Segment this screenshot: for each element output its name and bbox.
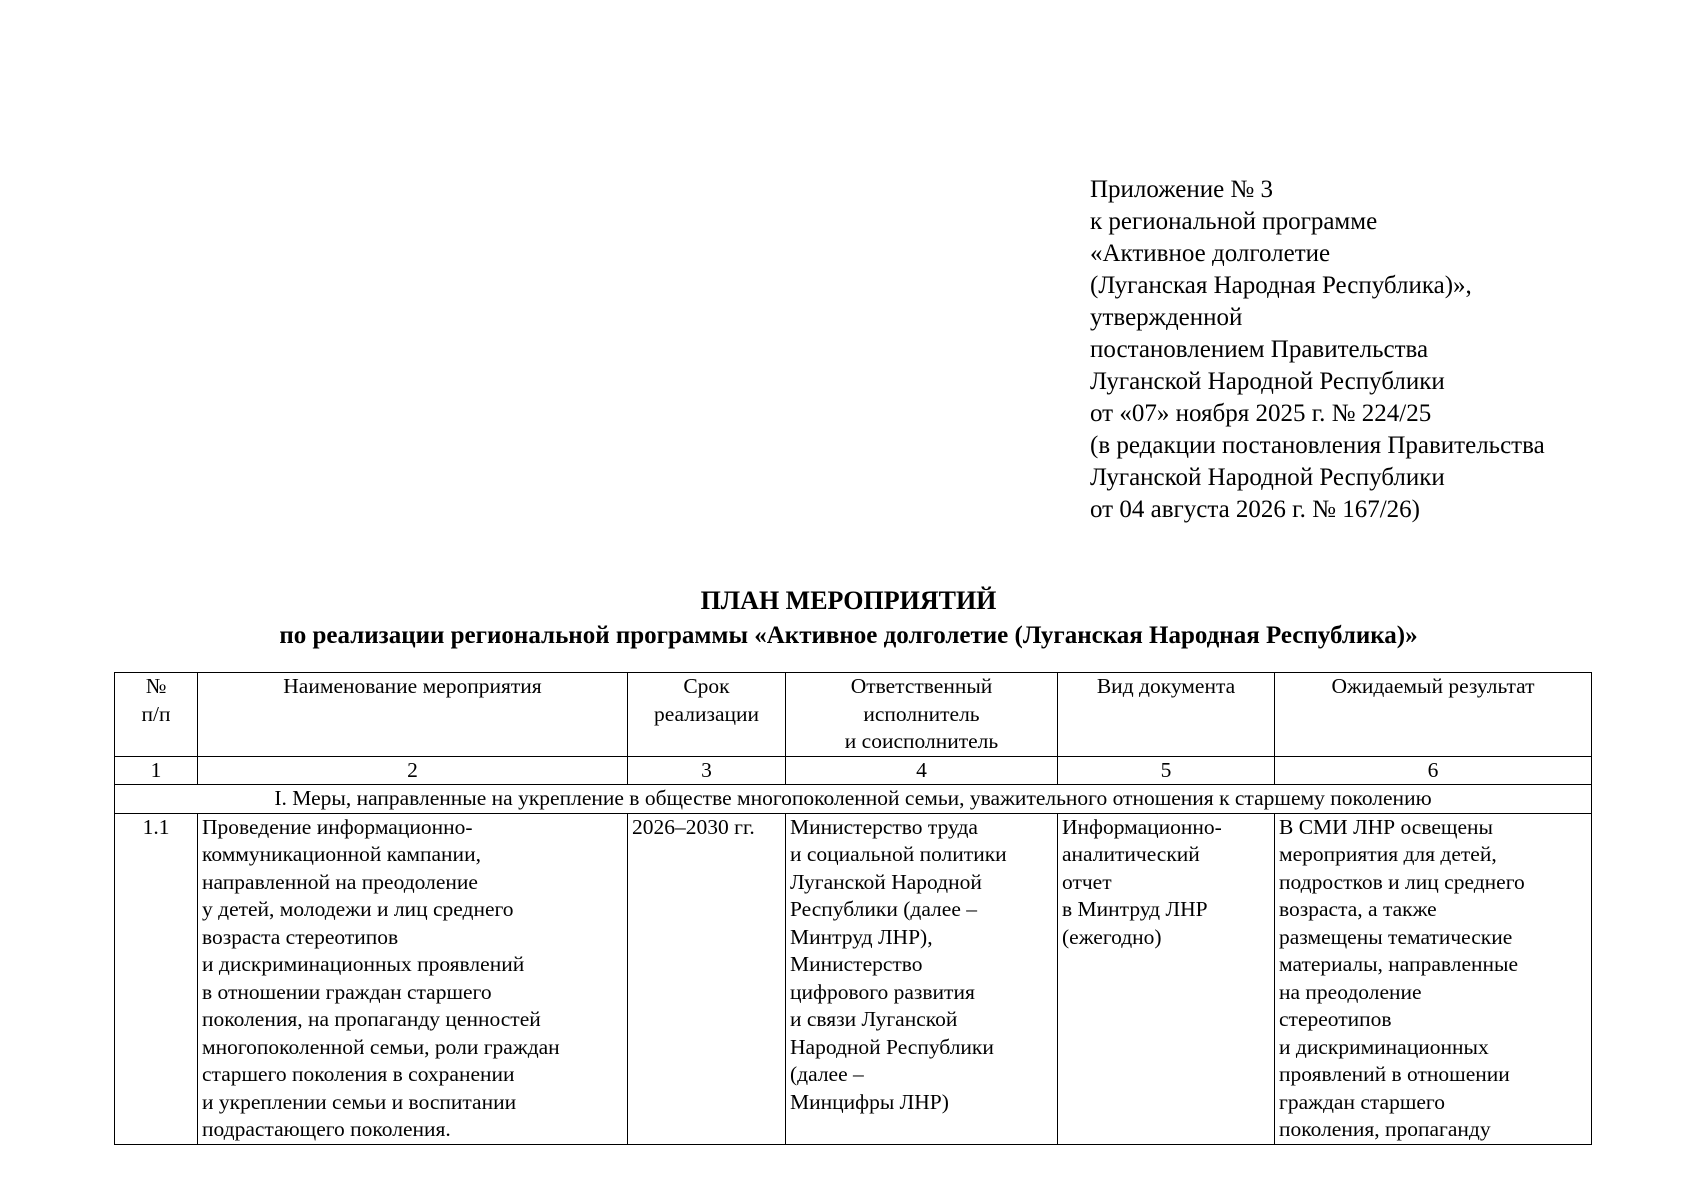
column-number: 1 — [115, 756, 198, 785]
column-number: 6 — [1275, 756, 1592, 785]
plan-table — [114, 672, 1592, 1145]
column-number: 5 — [1058, 756, 1275, 785]
row-number: 1.1 — [115, 813, 198, 1144]
document-title: ПЛАН МЕРОПРИЯТИЙ — [700, 586, 997, 615]
header-result: Ожидаемый результат — [1275, 673, 1592, 757]
appendix-block — [1090, 174, 1545, 526]
column-number: 2 — [198, 756, 628, 785]
section-row — [115, 785, 1592, 814]
appendix-line: к региональной программе — [1090, 208, 1378, 235]
header-event-name: Наименование мероприятия — [198, 673, 628, 757]
header-period: Срок реализации — [628, 673, 786, 757]
row-doc-type: Информационно- аналитический отчет в Минтруд ЛНР (ежегодно) — [1058, 813, 1275, 1144]
appendix-line: «Активное долголетие — [1090, 240, 1331, 267]
column-number: 3 — [628, 756, 786, 785]
appendix-line: от 04 августа 2026 г. № 167/26) — [1090, 496, 1420, 523]
row-result: В СМИ ЛНР освещены мероприятия для детей, подростков и лиц среднего возраста, а также размещены тематические материалы, направленные на преодоление стереотипов и дискриминационных проявлений в отношении граждан старшего поколения, пропаганду — [1275, 813, 1592, 1144]
row-event-name: Проведение информационно- коммуникационной кампании, направленной на преодоление у детей, молодежи и лиц среднего возраста стереотипов и дискриминационных проявлений в отношении граждан старшего поколения, на пропаганду ценностей многопоколенной семьи, роли граждан старшего поколения в сохранении и укреплении семьи и воспитании подрастающего поколения. — [198, 813, 628, 1144]
appendix-line: Приложение № 3 — [1090, 176, 1274, 203]
header-doc-type: Вид документа — [1058, 673, 1275, 757]
section-title: I. Меры, направленные на укрепление в обществе многопоколенной семьи, уважительного отношения к старшему поколению — [115, 785, 1592, 814]
row-executor: Министерство труда и социальной политики Луганской Народной Республики (далее – Минтруд ЛНР), Министерство цифрового развития и связи Луганской Народной Республики (далее – Минцифры ЛНР) — [786, 813, 1058, 1144]
header-executor: Ответственный исполнитель и соисполнитель — [786, 673, 1058, 757]
appendix-line: Луганской Народной Республики — [1090, 464, 1445, 491]
column-number: 4 — [786, 756, 1058, 785]
appendix-line: от «07» ноября 2025 г. № 224/25 — [1090, 400, 1432, 427]
column-numbers-row — [115, 756, 1592, 785]
appendix-line: (в редакции постановления Правительства — [1090, 432, 1545, 459]
appendix-line: утвержденной — [1090, 304, 1243, 331]
row-period: 2026–2030 гг. — [628, 813, 786, 1144]
header-number: № п/п — [115, 673, 198, 757]
table-row — [115, 813, 1592, 1144]
appendix-line: постановлением Правительства — [1090, 336, 1429, 363]
appendix-line: Луганской Народной Республики — [1090, 368, 1445, 395]
document-subtitle: по реализации региональной программы «Активное долголетие (Луганская Народная Республика)» — [279, 622, 1418, 649]
table-header-row — [115, 673, 1592, 757]
appendix-line: (Луганская Народная Республика)», — [1090, 272, 1472, 299]
